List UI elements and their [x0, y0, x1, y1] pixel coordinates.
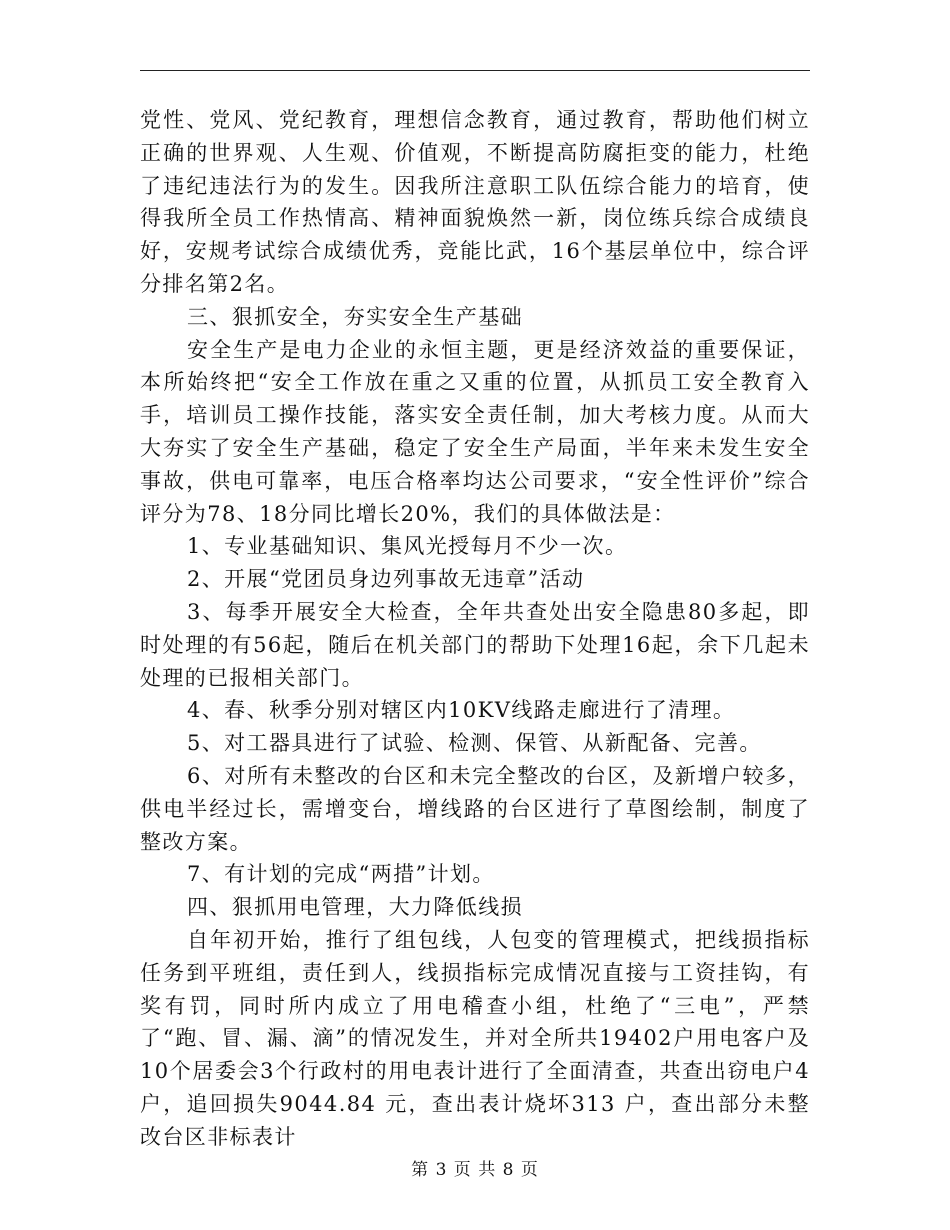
- document-body: [140, 104, 810, 1154]
- paragraph-1: 党性、党风、党纪教育，理想信念教育，通过教育，帮助他们树立正确的世界观、人生观、价值观，不断提高防腐拒变的能力，杜绝了违纪违法行为的发生。因我所注意职工队伍综合能力的培育，使得我所全员工作热情高、精神面貌焕然一新，岗位练兵综合成绩良好，安规考试综合成绩优秀，竞能比武，16个基层单位中，综合评分排名第2名。: [140, 108, 810, 296]
- list-item-3: 3、每季开展安全大检查，全年共查处出安全隐患80多起，即时处理的有56起，随后在机关部门的帮助下处理16起，余下几起未处理的已报相关部门。: [140, 599, 810, 690]
- paragraph-power-usage: 自年初开始，推行了组包线，人包变的管理模式，把线损指标任务到平班组，责任到人，线损指标完成情况直接与工资挂钩，有奖有罚，同时所内成立了用电稽查小组，杜绝了“三电”，严禁了“跑、冒、漏、滴”的情况发生，并对全所共19402户用电客户及10个居委会3个行政村的用电表计进行了全面清查，共查出窃电户4户，追回损失9044.84 元，查出表计烧坏313 户，查出部分未整改台区非标表计: [140, 927, 810, 1149]
- header-rule: [140, 70, 810, 71]
- list-item-5: 5、对工器具进行了试验、检测、保管、从新配备、完善。: [187, 731, 762, 756]
- list-item-4: 4、春、秋季分别对辖区内10KV线路走廊进行了清理。: [187, 698, 736, 723]
- list-item-1: 1、专业基础知识、集风光授每月不少一次。: [187, 534, 628, 559]
- paragraph-safety-intro: 安全生产是电力企业的永恒主题，更是经济效益的重要保证，本所始终把“安全工作放在重之又重的位置，从抓员工安全教育入手，培训员工操作技能，落实安全责任制，加大考核力度。从而大大夯实了安全生产基础，稳定了安全生产局面，半年来未发生安全事故，供电可靠率，电压合格率均达公司要求，“安全性评价”综合评分为78、18分同比增长20%，我们的具体做法是：: [140, 337, 810, 526]
- page-number: 第 3 页 共 8 页: [411, 1160, 539, 1180]
- list-item-2: 2、开展“党团员身边列事故无违章”活动: [187, 567, 585, 592]
- section-heading-power-usage: 四、狠抓用电管理，大力降低线损: [187, 895, 523, 920]
- list-item-7: 7、有计划的完成“两措”计划。: [187, 862, 495, 887]
- section-heading-safety: 三、狠抓安全，夯实安全生产基础: [187, 304, 523, 329]
- list-item-6: 6、对所有未整改的台区和未完全整改的台区，及新增户较多，供电半经过长，需增变台，增线路的台区进行了草图绘制，制度了整改方案。: [140, 763, 810, 854]
